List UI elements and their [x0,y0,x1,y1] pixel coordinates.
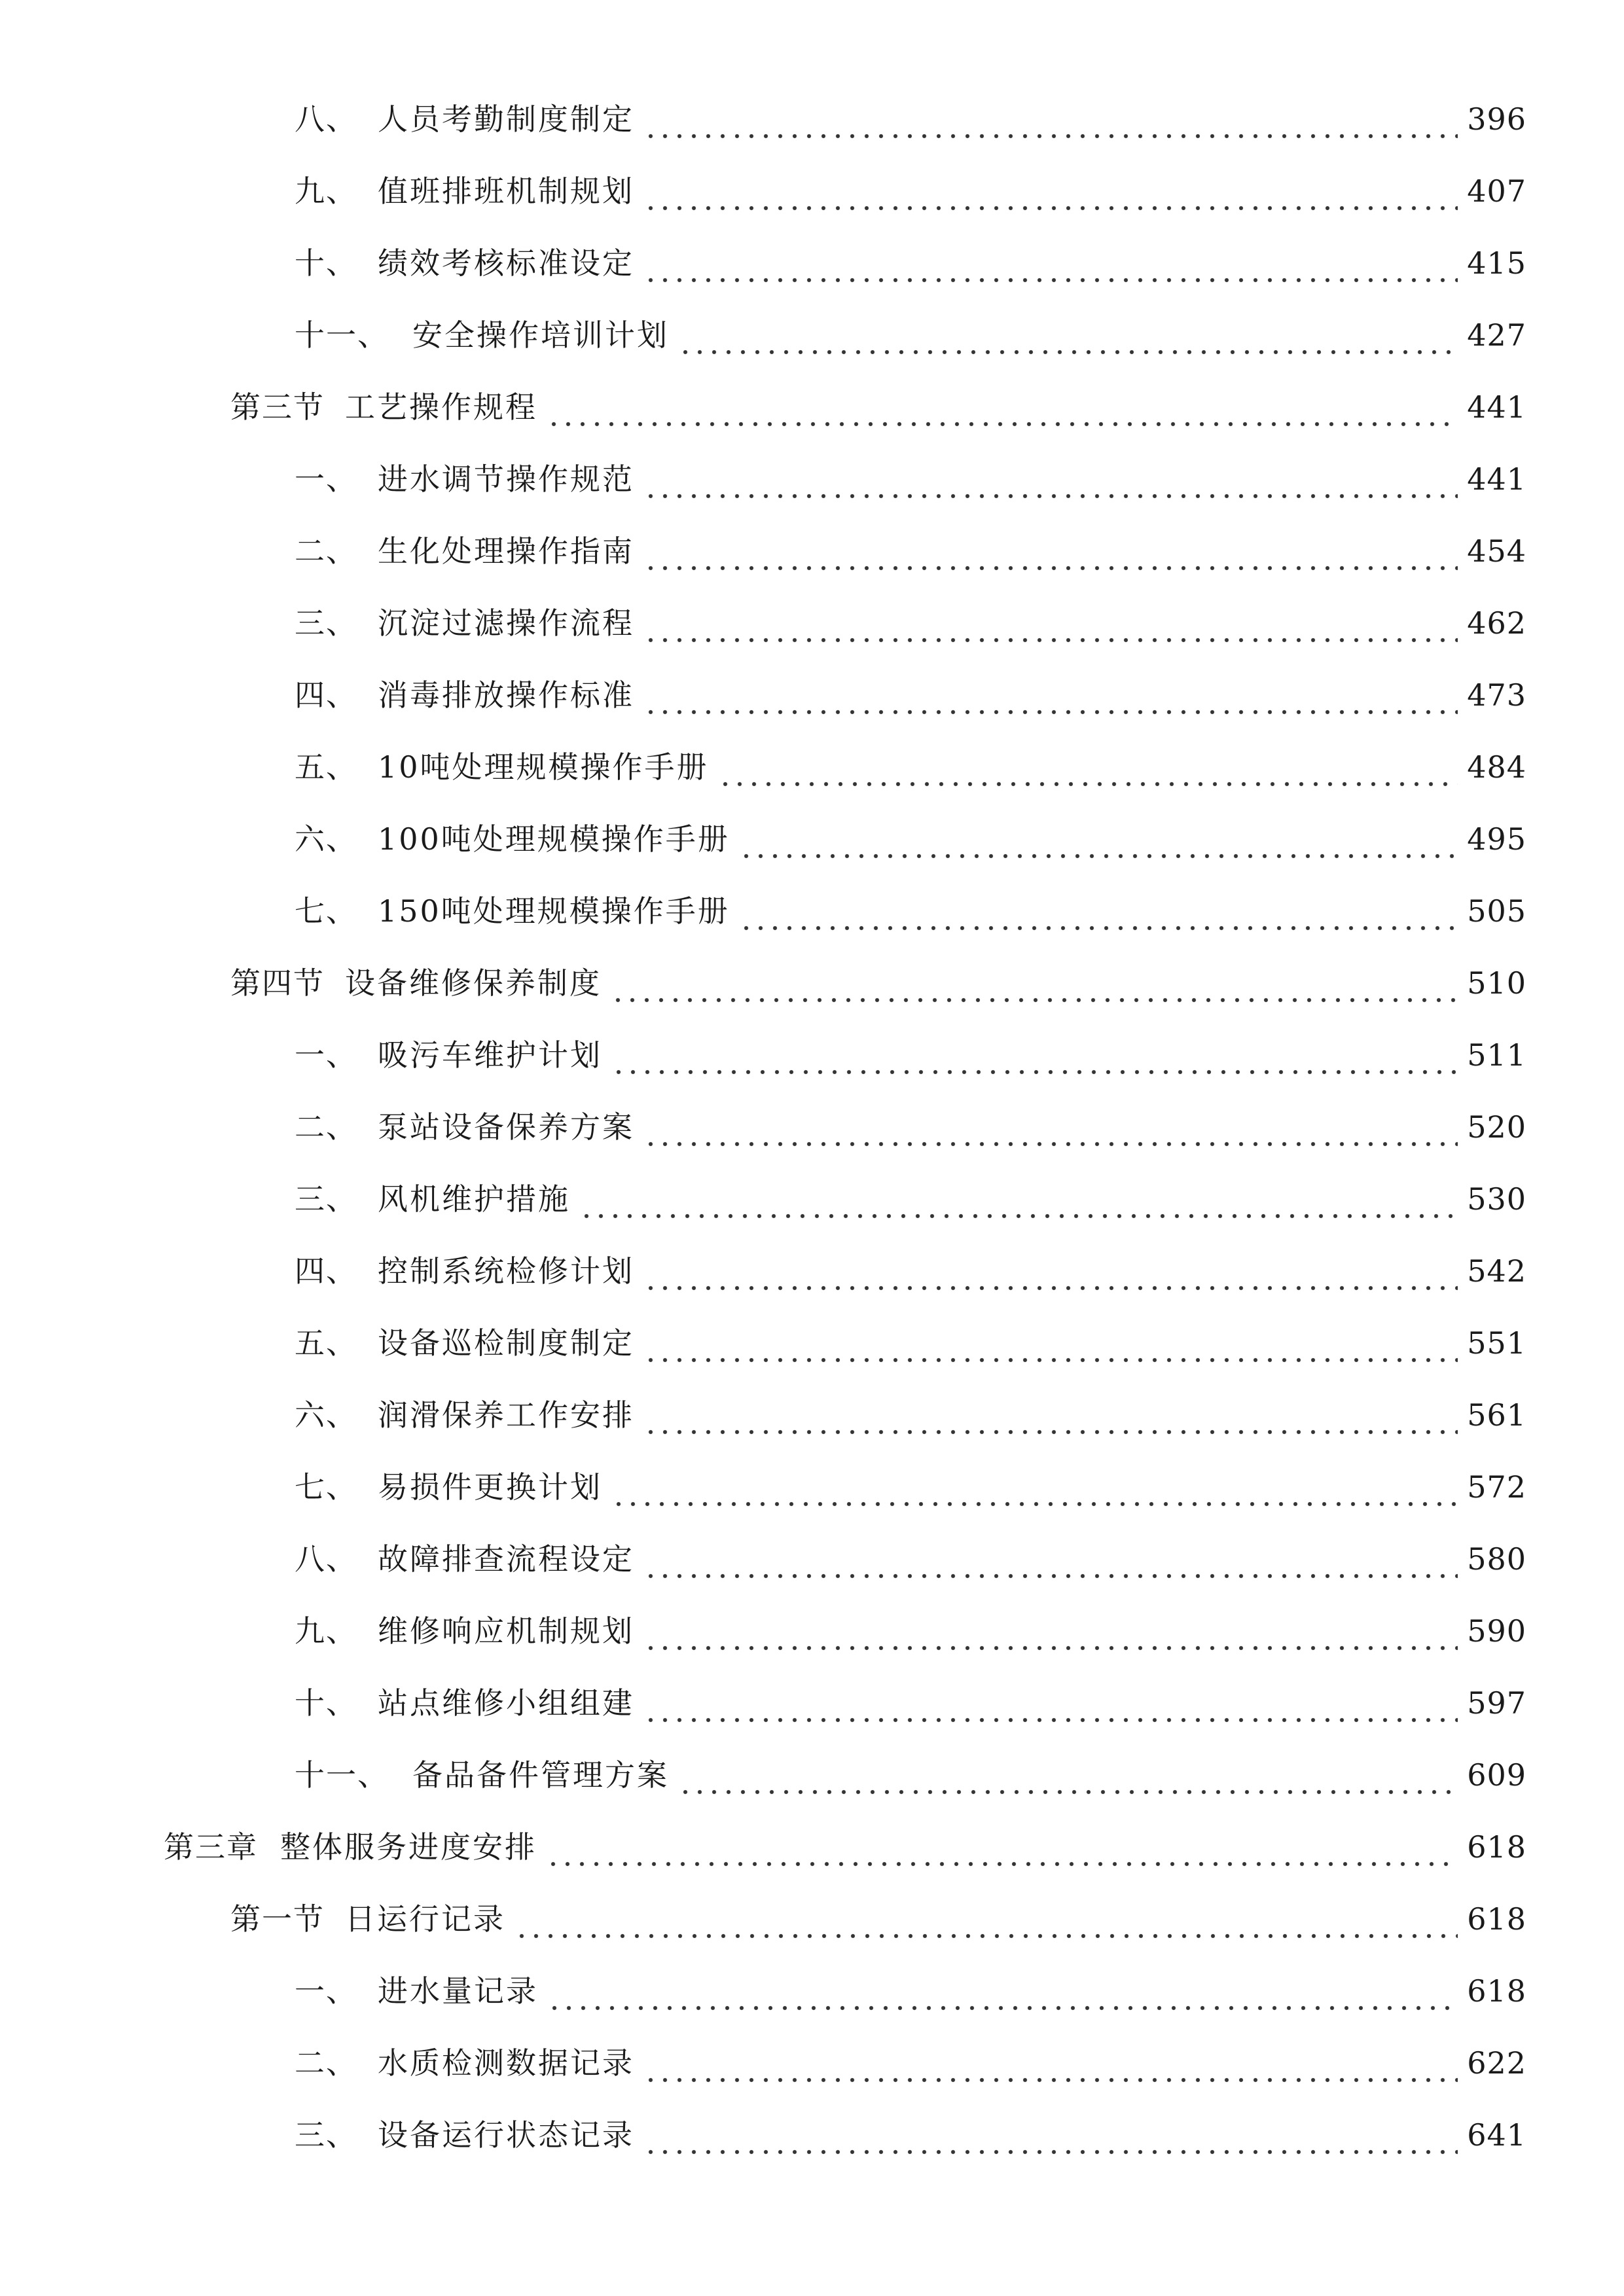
entry-title: 整体服务进度安排 [280,1829,537,1865]
entry-number: 三、 [295,1181,357,1217]
entry-number: 十一、 [295,317,389,353]
entry-page-number: 407 [1467,173,1526,209]
entry-page-number: 505 [1467,893,1526,929]
toc-entry[interactable] [295,666,1526,725]
entry-number: 第三章 [164,1829,258,1865]
entry-title: 100吨处理规模操作手册 [378,821,730,857]
entry-number: 十一、 [295,1757,389,1793]
toc-entry[interactable] [295,738,1526,797]
dot-leader [643,162,1458,221]
dot-leader [514,1890,1458,1948]
entry-number: 五、 [295,749,357,785]
entry-page-number: 441 [1467,389,1526,425]
toc-entry[interactable] [295,1386,1526,1444]
entry-number: 三、 [295,2117,357,2153]
entry-number: 十、 [295,245,357,281]
toc-entry[interactable] [295,162,1526,221]
entry-page-number: 551 [1467,1325,1526,1361]
toc-entry[interactable] [295,450,1526,509]
toc-entry[interactable] [295,1962,1526,2020]
dot-leader [643,450,1458,509]
entry-title: 值班排班机制规划 [378,173,634,209]
toc-entry[interactable] [230,1890,1526,1948]
dot-leader [611,1026,1458,1085]
entry-number: 六、 [295,821,357,857]
toc-entry[interactable] [295,1170,1526,1229]
dot-leader [739,810,1458,869]
entry-number: 一、 [295,1037,357,1073]
toc-entry[interactable] [295,234,1526,293]
entry-page-number: 427 [1467,317,1526,353]
dot-leader [643,234,1458,293]
toc-entry[interactable] [295,810,1526,869]
entry-page-number: 511 [1467,1037,1526,1073]
entry-number: 五、 [295,1325,357,1361]
dot-leader [611,1458,1458,1516]
toc-entry[interactable] [295,306,1526,365]
dot-leader [643,2034,1458,2092]
entry-title: 10吨处理规模操作手册 [378,749,709,785]
entry-title: 设备维修保养制度 [345,965,602,1001]
entry-title: 设备巡检制度制定 [378,1325,634,1361]
toc-entry[interactable] [295,882,1526,941]
entry-title: 进水量记录 [378,1973,538,2009]
toc-entry[interactable] [295,1242,1526,1300]
entry-title: 维修响应机制规划 [378,1613,634,1649]
entry-page-number: 609 [1467,1757,1526,1793]
toc-entry[interactable] [230,954,1526,1013]
entry-page-number: 561 [1467,1397,1526,1433]
entry-page-number: 572 [1467,1469,1526,1505]
entry-title: 风机维护措施 [378,1181,570,1217]
entry-page-number: 520 [1467,1109,1526,1145]
dot-leader [643,594,1458,653]
entry-page-number: 473 [1467,677,1526,713]
dot-leader [643,1674,1458,1732]
entry-number: 第一节 [230,1901,325,1937]
entry-title: 吸污车维护计划 [378,1037,602,1073]
dot-leader [643,666,1458,725]
entry-title: 站点维修小组组建 [378,1685,634,1721]
entry-page-number: 597 [1467,1685,1526,1721]
entry-title: 进水调节操作规范 [378,461,634,497]
entry-title: 泵站设备保养方案 [378,1109,634,1145]
dot-leader [678,306,1458,365]
dot-leader [643,2106,1458,2164]
entry-page-number: 415 [1467,245,1526,281]
toc-entry[interactable] [295,2106,1526,2164]
toc-entry[interactable] [295,1674,1526,1732]
entry-page-number: 484 [1467,749,1526,785]
entry-page-number: 510 [1467,965,1526,1001]
entry-number: 四、 [295,1253,357,1289]
dot-leader [611,954,1458,1013]
toc-entry[interactable] [295,1314,1526,1372]
entry-page-number: 542 [1467,1253,1526,1289]
dot-leader [546,1818,1458,1876]
dot-leader [643,1242,1458,1300]
entry-title: 生化处理操作指南 [378,533,634,569]
dot-leader [643,1314,1458,1372]
entry-page-number: 396 [1467,101,1526,137]
entry-number: 七、 [295,893,357,929]
toc-entry[interactable] [295,2034,1526,2092]
entry-number: 九、 [295,173,357,209]
entry-number: 八、 [295,1541,357,1577]
entry-page-number: 590 [1467,1613,1526,1649]
entry-title: 安全操作培训计划 [412,317,669,353]
entry-number: 二、 [295,533,357,569]
toc-entry[interactable] [295,1026,1526,1085]
entry-title: 150吨处理规模操作手册 [378,893,730,929]
toc-entry[interactable] [295,1746,1526,1804]
toc-entry[interactable] [295,1530,1526,1588]
entry-page-number: 454 [1467,533,1526,569]
dot-leader [718,738,1458,797]
dot-leader [547,1962,1458,2020]
entry-title: 控制系统检修计划 [378,1253,634,1289]
dot-leader [643,522,1458,581]
entry-page-number: 441 [1467,461,1526,497]
entry-number: 十、 [295,1685,357,1721]
entry-title: 故障排查流程设定 [378,1541,634,1577]
entry-title: 绩效考核标准设定 [378,245,634,281]
entry-page-number: 530 [1467,1181,1526,1217]
entry-page-number: 495 [1467,821,1526,857]
entry-number: 二、 [295,2045,357,2081]
entry-page-number: 622 [1467,2045,1526,2081]
entry-title: 水质检测数据记录 [378,2045,634,2081]
entry-page-number: 580 [1467,1541,1526,1577]
toc-entry[interactable] [295,90,1526,149]
entry-number: 六、 [295,1397,357,1433]
entry-title: 日运行记录 [345,1901,505,1937]
toc-entry[interactable] [295,594,1526,653]
entry-title: 沉淀过滤操作流程 [378,605,634,641]
dot-leader [643,90,1458,149]
entry-number: 九、 [295,1613,357,1649]
entry-title: 易损件更换计划 [378,1469,602,1505]
toc-entry[interactable] [295,522,1526,581]
entry-number: 七、 [295,1469,357,1505]
entry-page-number: 618 [1467,1901,1526,1937]
entry-title: 消毒排放操作标准 [378,677,634,713]
entry-number: 第四节 [230,965,325,1001]
entry-title: 备品备件管理方案 [412,1757,669,1793]
toc-entry[interactable] [230,378,1526,437]
toc-entry[interactable] [164,1818,1526,1876]
entry-number: 一、 [295,461,357,497]
entry-page-number: 618 [1467,1973,1526,2009]
dot-leader [678,1746,1458,1804]
toc-entry[interactable] [295,1098,1526,1157]
entry-number: 第三节 [230,389,325,425]
toc-entry[interactable] [295,1458,1526,1516]
dot-leader [643,1602,1458,1660]
entry-number: 四、 [295,677,357,713]
entry-page-number: 462 [1467,605,1526,641]
entry-number: 二、 [295,1109,357,1145]
dot-leader [739,882,1458,941]
entry-number: 一、 [295,1973,357,2009]
toc-entry[interactable] [295,1602,1526,1660]
entry-number: 三、 [295,605,357,641]
dot-leader [643,1386,1458,1444]
dot-leader [547,378,1458,437]
entry-title: 工艺操作规程 [345,389,537,425]
dot-leader [643,1530,1458,1588]
entry-title: 润滑保养工作安排 [378,1397,634,1433]
entry-page-number: 618 [1467,1829,1526,1865]
entry-title: 设备运行状态记录 [378,2117,634,2153]
entry-title: 人员考勤制度制定 [378,101,634,137]
dot-leader [643,1098,1458,1157]
entry-number: 八、 [295,101,357,137]
dot-leader [579,1170,1458,1229]
entry-page-number: 641 [1467,2117,1526,2153]
